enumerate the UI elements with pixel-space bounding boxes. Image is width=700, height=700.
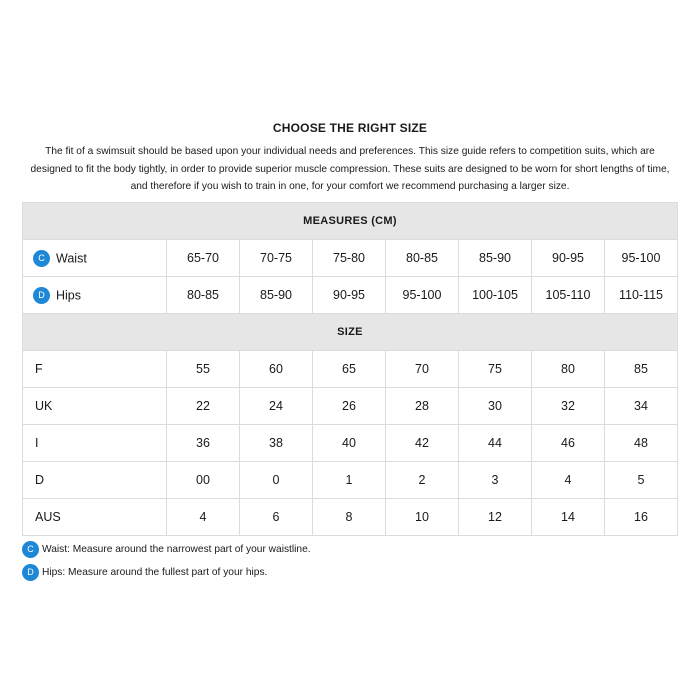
- table-cell: 46: [532, 425, 605, 462]
- table-cell: 90-95: [313, 277, 386, 314]
- badge-d-icon: D: [33, 287, 50, 304]
- table-cell: 1: [313, 462, 386, 499]
- note-waist: [22, 541, 311, 558]
- badge-c-icon: C: [22, 541, 39, 558]
- table-cell: 30: [459, 388, 532, 425]
- table-cell: 14: [532, 499, 605, 536]
- table-cell: 2: [386, 462, 459, 499]
- table-row-waist: [23, 240, 678, 277]
- table-cell: 32: [532, 388, 605, 425]
- table-cell: 42: [386, 425, 459, 462]
- table-row-i: [23, 425, 678, 462]
- table-row-hips: [23, 277, 678, 314]
- intro-text: The fit of a swimsuit should be based upon your individual needs and preferences. This size guide refers to competition suits, which are designed to fit the body tightly, in order to provide superior muscle compression. These suits are designed to be worn for short lengths of time, and therefore if you wish to train in one, for your comfort we recommend purchasing a larger size.: [30, 146, 670, 192]
- table-row-uk: [23, 388, 678, 425]
- note-hips: [22, 564, 267, 581]
- table-cell: 80-85: [167, 277, 240, 314]
- row-label: D: [23, 462, 167, 499]
- table-cell: 80-85: [386, 240, 459, 277]
- table-cell: 6: [240, 499, 313, 536]
- table-cell: 60: [240, 351, 313, 388]
- table-cell: 22: [167, 388, 240, 425]
- table-cell: 16: [605, 499, 678, 536]
- table-cell: 36: [167, 425, 240, 462]
- measure-label: Waist: [56, 251, 87, 265]
- table-cell: 85-90: [240, 277, 313, 314]
- table-cell: 12: [459, 499, 532, 536]
- measure-label: Hips: [56, 288, 82, 302]
- table-cell: 48: [605, 425, 678, 462]
- size-header: SIZE: [23, 314, 678, 351]
- table-cell: 5: [605, 462, 678, 499]
- table-cell: 65-70: [167, 240, 240, 277]
- table-cell: 00: [167, 462, 240, 499]
- table-cell: 4: [167, 499, 240, 536]
- table-cell: 8: [313, 499, 386, 536]
- table-cell: 44: [459, 425, 532, 462]
- row-label: F: [23, 351, 167, 388]
- table-cell: 70: [386, 351, 459, 388]
- table-cell: 0: [240, 462, 313, 499]
- measures-header: MEASURES (CM): [23, 203, 678, 240]
- table-cell: 34: [605, 388, 678, 425]
- note-text: Hips: Measure around the fullest part of your hips.: [42, 567, 268, 578]
- size-header-row: [23, 314, 678, 351]
- table-cell: 40: [313, 425, 386, 462]
- table-cell: 90-95: [532, 240, 605, 277]
- row-label: UK: [23, 388, 167, 425]
- table-cell: 28: [386, 388, 459, 425]
- table-cell: 4: [532, 462, 605, 499]
- row-label: AUS: [23, 499, 167, 536]
- table-cell: 55: [167, 351, 240, 388]
- table-cell: 110-115: [605, 277, 678, 314]
- table-cell: 85-90: [459, 240, 532, 277]
- row-label: I: [23, 425, 167, 462]
- table-cell: 85: [605, 351, 678, 388]
- table-cell: 38: [240, 425, 313, 462]
- table-cell: 100-105: [459, 277, 532, 314]
- table-cell: 95-100: [605, 240, 678, 277]
- table-cell: 65: [313, 351, 386, 388]
- note-text: Waist: Measure around the narrowest part of your waistline.: [42, 544, 311, 555]
- row-label: [23, 240, 167, 277]
- table-cell: 24: [240, 388, 313, 425]
- table-row-d: [23, 462, 678, 499]
- table-cell: 95-100: [386, 277, 459, 314]
- table-cell: 70-75: [240, 240, 313, 277]
- table-cell: 80: [532, 351, 605, 388]
- table-cell: 26: [313, 388, 386, 425]
- measures-header-row: [23, 203, 678, 240]
- table-row-f: [23, 351, 678, 388]
- table-cell: 75: [459, 351, 532, 388]
- table-cell: 105-110: [532, 277, 605, 314]
- badge-c-icon: C: [33, 250, 50, 267]
- page-title: CHOOSE THE RIGHT SIZE: [272, 121, 428, 135]
- table-cell: 10: [386, 499, 459, 536]
- table-cell: 75-80: [313, 240, 386, 277]
- size-guide-table: [22, 202, 678, 536]
- table-row-aus: [23, 499, 678, 536]
- table-cell: 3: [459, 462, 532, 499]
- row-label: [23, 277, 167, 314]
- badge-d-icon: D: [22, 564, 39, 581]
